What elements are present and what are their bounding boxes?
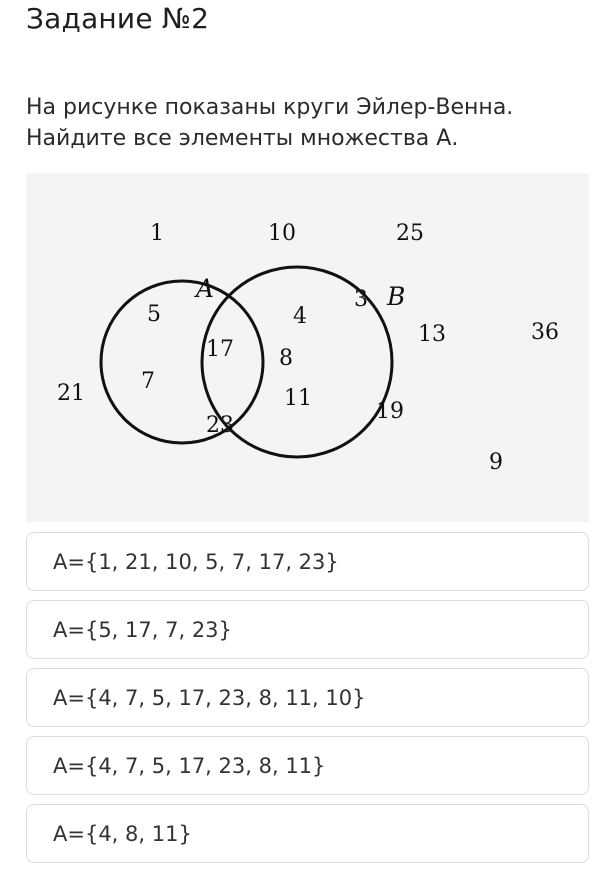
answer-option-1[interactable]: A={1, 21, 10, 5, 7, 17, 23} — [26, 532, 589, 591]
task-title: Задание №2 — [26, 2, 210, 35]
element-outside: 25 — [396, 221, 424, 246]
answer-options — [26, 532, 589, 872]
element-only-a: 17 — [206, 337, 234, 362]
venn-diagram-figure — [26, 173, 589, 522]
answer-option-3[interactable]: A={4, 7, 5, 17, 23, 8, 11, 10} — [26, 668, 589, 727]
answer-option-5[interactable]: A={4, 8, 11} — [26, 804, 589, 863]
element-only-b: 13 — [418, 322, 446, 347]
element-outside: 36 — [531, 320, 559, 345]
element-outside: 10 — [268, 221, 296, 246]
question-line-1: На рисунке показаны круги Эйлер-Венна. — [26, 95, 514, 120]
element-intersection: 8 — [279, 346, 293, 371]
element-only-a: 7 — [141, 369, 155, 394]
element-only-b: 3 — [354, 287, 368, 312]
element-only-b: 19 — [376, 399, 404, 424]
question-line-2: Найдите все элементы множества А. — [26, 126, 459, 151]
element-intersection: 11 — [284, 386, 312, 411]
set-a-label: A — [196, 274, 215, 303]
venn-diagram — [26, 173, 589, 522]
element-outside: 9 — [489, 450, 503, 475]
circle-a — [101, 281, 263, 443]
answer-option-4[interactable]: A={4, 7, 5, 17, 23, 8, 11} — [26, 736, 589, 795]
element-outside: 21 — [57, 381, 85, 406]
element-only-a: 23 — [206, 413, 234, 438]
element-only-a: 5 — [147, 302, 161, 327]
answer-option-2[interactable]: A={5, 17, 7, 23} — [26, 600, 589, 659]
set-b-label: B — [387, 282, 406, 311]
element-outside: 1 — [150, 221, 164, 246]
question-text — [26, 92, 586, 154]
element-intersection: 4 — [293, 304, 307, 329]
